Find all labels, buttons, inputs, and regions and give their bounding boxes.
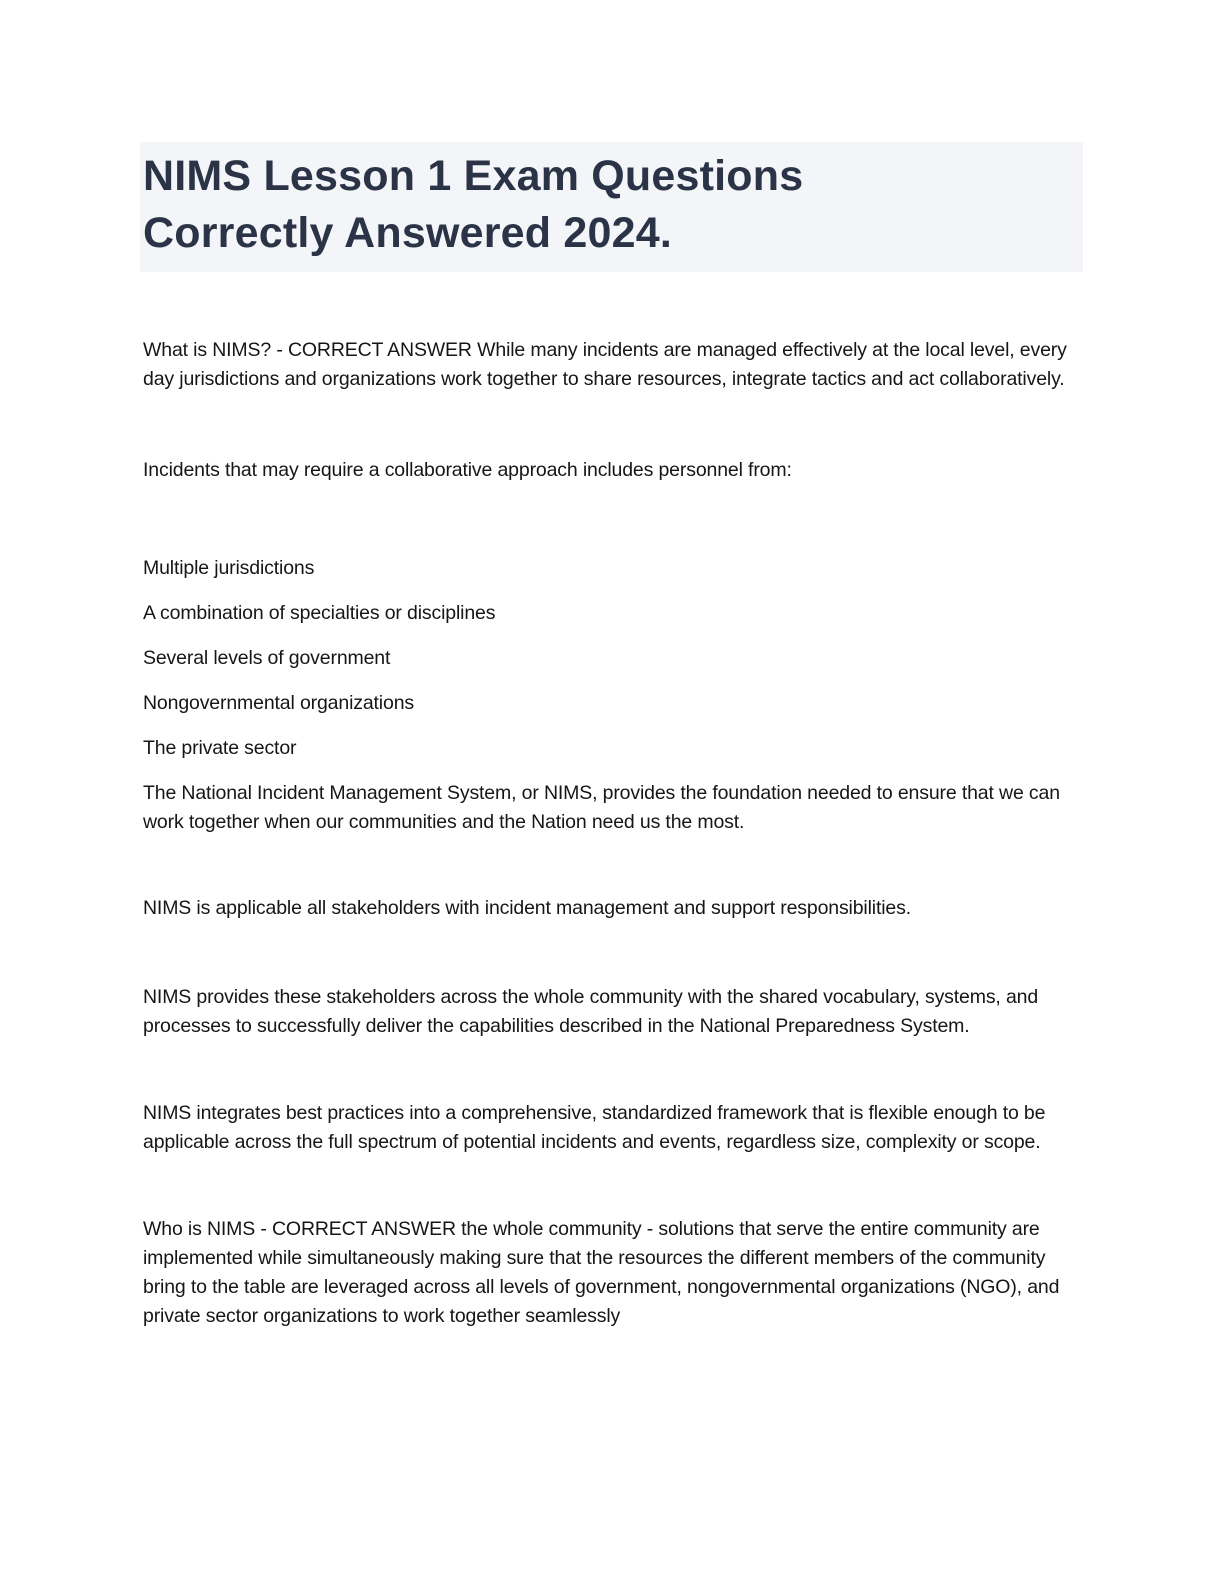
title-highlight-block xyxy=(140,142,1083,272)
list-item-multiple-jurisdictions: Multiple jurisdictions xyxy=(143,557,315,579)
paragraph-nims-best-practices: NIMS integrates best practices into a comprehensive, standardized framework that is flexible enough to be applicable across the full spectrum of potential incidents and events, regardless size, complexity or scope. xyxy=(143,1102,1046,1153)
paragraph-question-what-is-nims: What is NIMS? - CORRECT ANSWER While many incidents are managed effectively at the local level, every day jurisdictions and organizations work together to share resources, integrate tactics and act collaboratively. xyxy=(143,339,1067,390)
paragraph-question-who-is-nims: Who is NIMS - CORRECT ANSWER the whole community - solutions that serve the entire community are implemented while simultaneously making sure that the resources the different members of the community bring to the table are leveraged across all levels of government, nongovernmental organizations (NGO), and private sector organizations to work together seamlessly xyxy=(143,1218,1060,1327)
document-title-line-1: NIMS Lesson 1 Exam Questions xyxy=(143,152,804,200)
list-item-private-sector: The private sector xyxy=(143,737,297,759)
paragraph-nims-foundation: The National Incident Management System, or NIMS, provides the foundation needed to ensure that we can work together when our communities and the Nation need us the most. xyxy=(143,782,1060,833)
list-item-nongovernmental-organizations: Nongovernmental organizations xyxy=(143,692,414,714)
document-title-line-2: Correctly Answered 2024. xyxy=(143,209,673,257)
document-body xyxy=(143,336,1081,1331)
list-item-specialties-disciplines: A combination of specialties or disciplines xyxy=(143,602,496,624)
paragraph-collaborative-approach-intro: Incidents that may require a collaborative approach includes personnel from: xyxy=(143,459,792,481)
paragraph-nims-shared-vocabulary: NIMS provides these stakeholders across the whole community with the shared vocabulary, systems, and processes to successfully deliver the capabilities described in the National Preparedness System. xyxy=(143,986,1039,1037)
list-item-levels-of-government: Several levels of government xyxy=(143,647,391,669)
paragraph-nims-applicable-stakeholders: NIMS is applicable all stakeholders with incident management and support responsibilities. xyxy=(143,897,911,919)
